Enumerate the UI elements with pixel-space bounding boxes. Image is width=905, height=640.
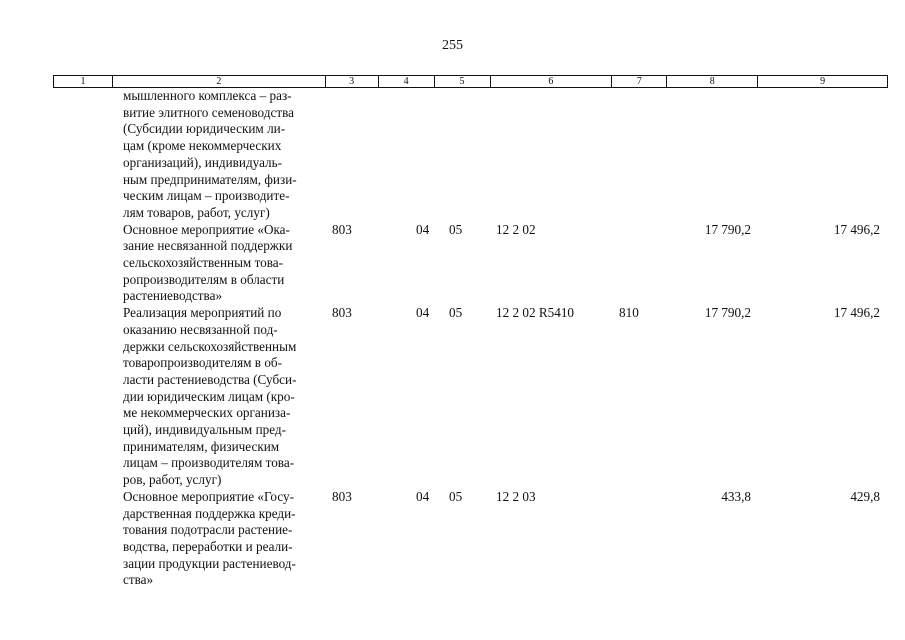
table-row [53,305,888,489]
name-line: растениеводства» [123,288,223,304]
name-line: организаций), индивидуаль- [123,154,283,170]
name-line: Основное мероприятие «Ока- [123,221,290,237]
cell-name [112,489,325,589]
name-line: ропроизводителям в области [123,271,285,287]
cell-subsection: 05 [449,305,463,321]
table-body [53,88,888,589]
name-line: оказанию несвязанной под- [123,321,278,337]
name-line: ласти растениеводства (Субси- [123,371,297,387]
header-col-1: 1 [54,76,113,87]
name-line: ческим лицам – производите- [123,188,290,204]
header-col-6: 6 [491,76,613,87]
cell-target-article: 12 2 03 [496,488,536,504]
cell-ministry-code: 803 [332,221,352,237]
name-line: сельскохозяйственным това- [123,255,284,271]
name-line: водства, переработки и реали- [123,538,293,554]
cell-expense-type [612,88,667,222]
cell-amount-2: 429,8 [850,488,880,504]
table-header [53,75,888,88]
cell-amount-1: 17 790,2 [704,305,751,321]
cell-ministry-code [325,88,378,222]
table-row [53,489,888,589]
cell-col-1 [53,489,112,589]
cell-col-1 [53,88,112,222]
cell-section: 04 [416,488,430,504]
name-line: дии юридическим лицам (кро- [123,388,295,404]
cell-subsection: 05 [449,221,463,237]
cell-subsection: 05 [449,488,463,504]
page-number: 255 [442,38,463,53]
cell-amount-1: 17 790,2 [704,221,751,237]
cell-name [112,305,325,489]
name-line: Основное мероприятие «Госу- [123,488,294,504]
header-col-3: 3 [326,76,379,87]
name-line: ным предпринимателям, физи- [123,171,297,187]
name-line: держки сельскохозяйственным [123,338,297,354]
name-line: (Субсидии юридическим ли- [123,121,286,137]
header-col-5: 5 [435,76,491,87]
cell-col-1 [53,222,112,306]
header-col-4: 4 [379,76,435,87]
name-line: принимателям, физическим [123,438,280,454]
name-line: зание несвязанной поддержки [123,238,293,254]
name-line: зации продукции растениевод- [123,555,296,571]
name-line: мышленного комплекса – раз- [123,88,292,103]
cell-section: 04 [416,305,430,321]
name-line: дарственная поддержка креди- [123,505,296,521]
name-line: лям товаров, работ, услуг) [123,204,270,220]
name-line: товаропроизводителям в об- [123,355,283,371]
cell-amount-1 [667,88,758,222]
cell-expense-type [612,222,667,306]
cell-name [112,222,325,306]
name-line: тования подотрасли растение- [123,522,293,538]
cell-amount-2: 17 496,2 [833,305,880,321]
header-col-2: 2 [113,76,326,87]
header-col-9: 9 [758,76,888,87]
header-col-8: 8 [667,76,758,87]
header-col-7: 7 [612,76,667,87]
cell-ministry-code: 803 [332,488,352,504]
cell-col-1 [53,305,112,489]
name-line: ций), индивидуальным пред- [123,422,287,438]
name-line: ства» [123,572,154,588]
name-line: цам (кроме некоммерческих [123,138,282,154]
cell-target-article: 12 2 02 [496,221,536,237]
cell-target-article [490,88,612,222]
cell-ministry-code: 803 [332,305,352,321]
name-line: витие элитного семеноводства [123,104,294,120]
cell-expense-type: 810 [619,305,639,321]
cell-amount-1: 433,8 [721,488,751,504]
name-line: ме некоммерческих организа- [123,405,291,421]
name-line: лицам – производителям това- [123,455,295,471]
table-row [53,222,888,306]
name-line: ров, работ, услуг) [123,472,222,488]
table-row [53,88,888,222]
cell-section: 04 [416,221,430,237]
cell-subsection [434,88,490,222]
cell-expense-type [612,489,667,589]
cell-section [378,88,434,222]
cell-amount-2: 17 496,2 [833,221,880,237]
cell-target-article: 12 2 02 R5410 [496,305,575,321]
cell-amount-2 [758,88,888,222]
cell-name [112,88,325,222]
name-line: Реализация мероприятий по [123,305,282,321]
